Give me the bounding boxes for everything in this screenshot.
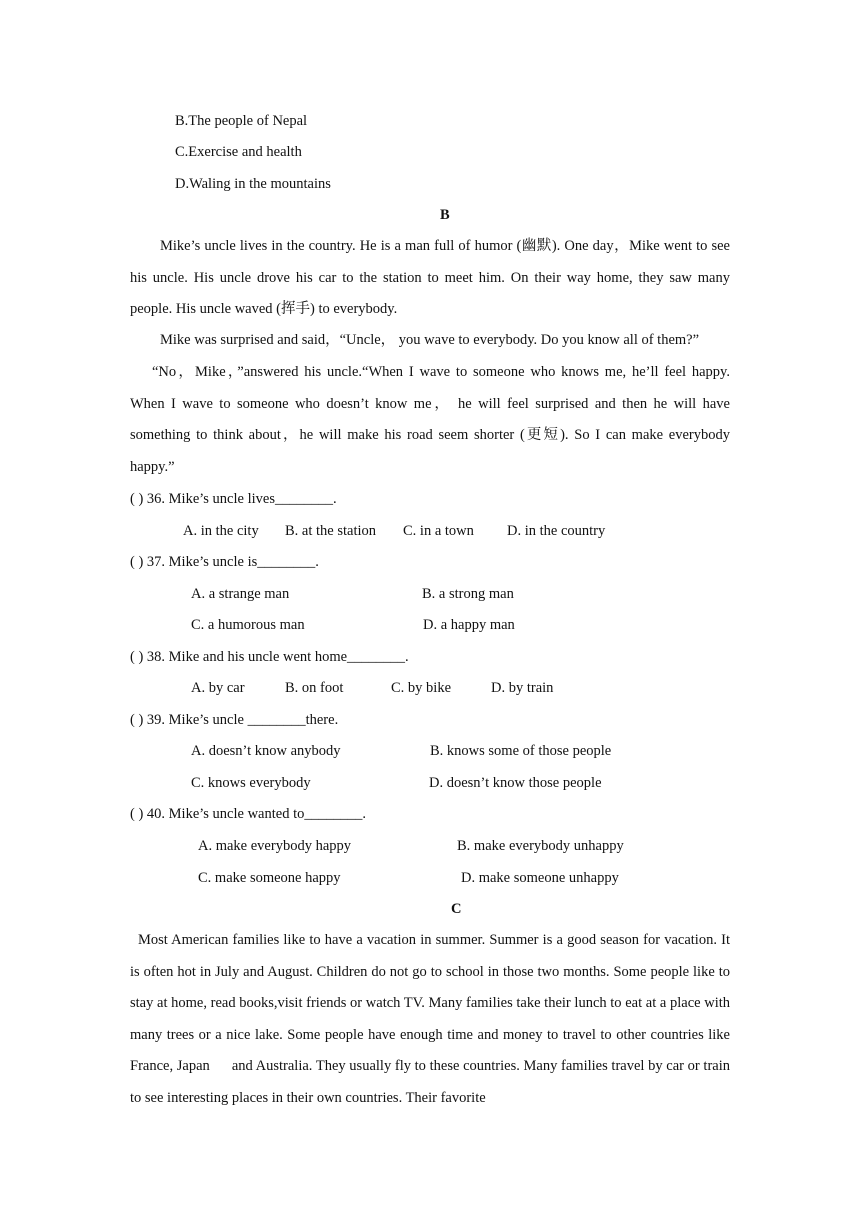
question-36-stem: ( ) 36. Mike’s uncle lives________. <box>130 491 337 507</box>
question-39-option-b: B. knows some of those people <box>430 743 612 759</box>
question-39-stem: ( ) 39. Mike’s uncle ________there. <box>130 712 339 728</box>
question-39-option-c: C. knows everybody <box>191 775 311 791</box>
question-39-option-a: A. doesn’t know anybody <box>191 743 341 759</box>
question-37-stem: ( ) 37. Mike’s uncle is________. <box>130 554 319 570</box>
question-39-option-d: D. doesn’t know those people <box>429 775 602 791</box>
question-37-option-b: B. a strong man <box>422 586 514 602</box>
question-37-option-c: C. a humorous man <box>191 617 305 633</box>
section-b-paragraph-1: Mike’s uncle lives in the country. He is a man full of humor (幽默). One day，Mike went to see his uncle. His uncle drove his car to the station to meet him. On their way home, they saw many people. His uncle waved (挥手) to everybody. <box>130 238 730 318</box>
question-38-option-a: A. by car <box>191 680 245 696</box>
question-40-option-b: B. make everybody unhappy <box>457 838 624 854</box>
question-36-option-d: D. in the country <box>507 523 606 539</box>
section-b-paragraph-3: “No，Mike，”answered his uncle.“When I wave to someone who knows me, he’ll feel happy. When I wave to someone who doesn’t know me， he will feel surprised and then he will have something to think about，he will make his road seem shorter (更短). So I can make everybody happy.” <box>130 364 730 475</box>
question-40-option-c: C. make someone happy <box>198 870 341 886</box>
prev-option-d: D.Waling in the mountains <box>175 176 331 192</box>
question-36-option-a: A. in the city <box>183 523 259 539</box>
section-b-heading: B <box>440 207 450 223</box>
question-38-option-d: D. by train <box>491 680 554 696</box>
question-37-option-a: A. a strange man <box>191 586 290 602</box>
section-b-paragraph-2: Mike was surprised and said，“Uncle， you wave to everybody. Do you know all of them?” <box>160 332 700 348</box>
question-38-option-b: B. on foot <box>285 680 344 696</box>
prev-option-b: B.The people of Nepal <box>175 113 308 129</box>
question-36-option-b: B. at the station <box>285 523 377 539</box>
prev-option-c: C.Exercise and health <box>175 144 302 160</box>
section-c-paragraph: Most American families like to have a vacation in summer. Summer is a good season for vacation. It is often hot in July and August. Children do not go to school in those two months. Some people like to stay at home, read books,visit friends or watch TV. Many families take their lunch to eat at a place with many trees or a nice lake. Some people have enough time and money to travel to other countries like France, Japan and Australia. They usually fly to these countries. Many families travel by car or train to see interesting places in their own countries. Their favorite <box>130 932 734 1106</box>
question-40-option-a: A. make everybody happy <box>198 838 352 854</box>
question-37-option-d: D. a happy man <box>423 617 515 633</box>
question-40-option-d: D. make someone unhappy <box>461 870 619 886</box>
section-c-heading: C <box>451 901 462 917</box>
question-38-stem: ( ) 38. Mike and his uncle went home________. <box>130 649 409 665</box>
question-40-stem: ( ) 40. Mike’s uncle wanted to________. <box>130 806 366 822</box>
question-36-option-c: C. in a town <box>403 523 474 539</box>
question-38-option-c: C. by bike <box>391 680 452 696</box>
